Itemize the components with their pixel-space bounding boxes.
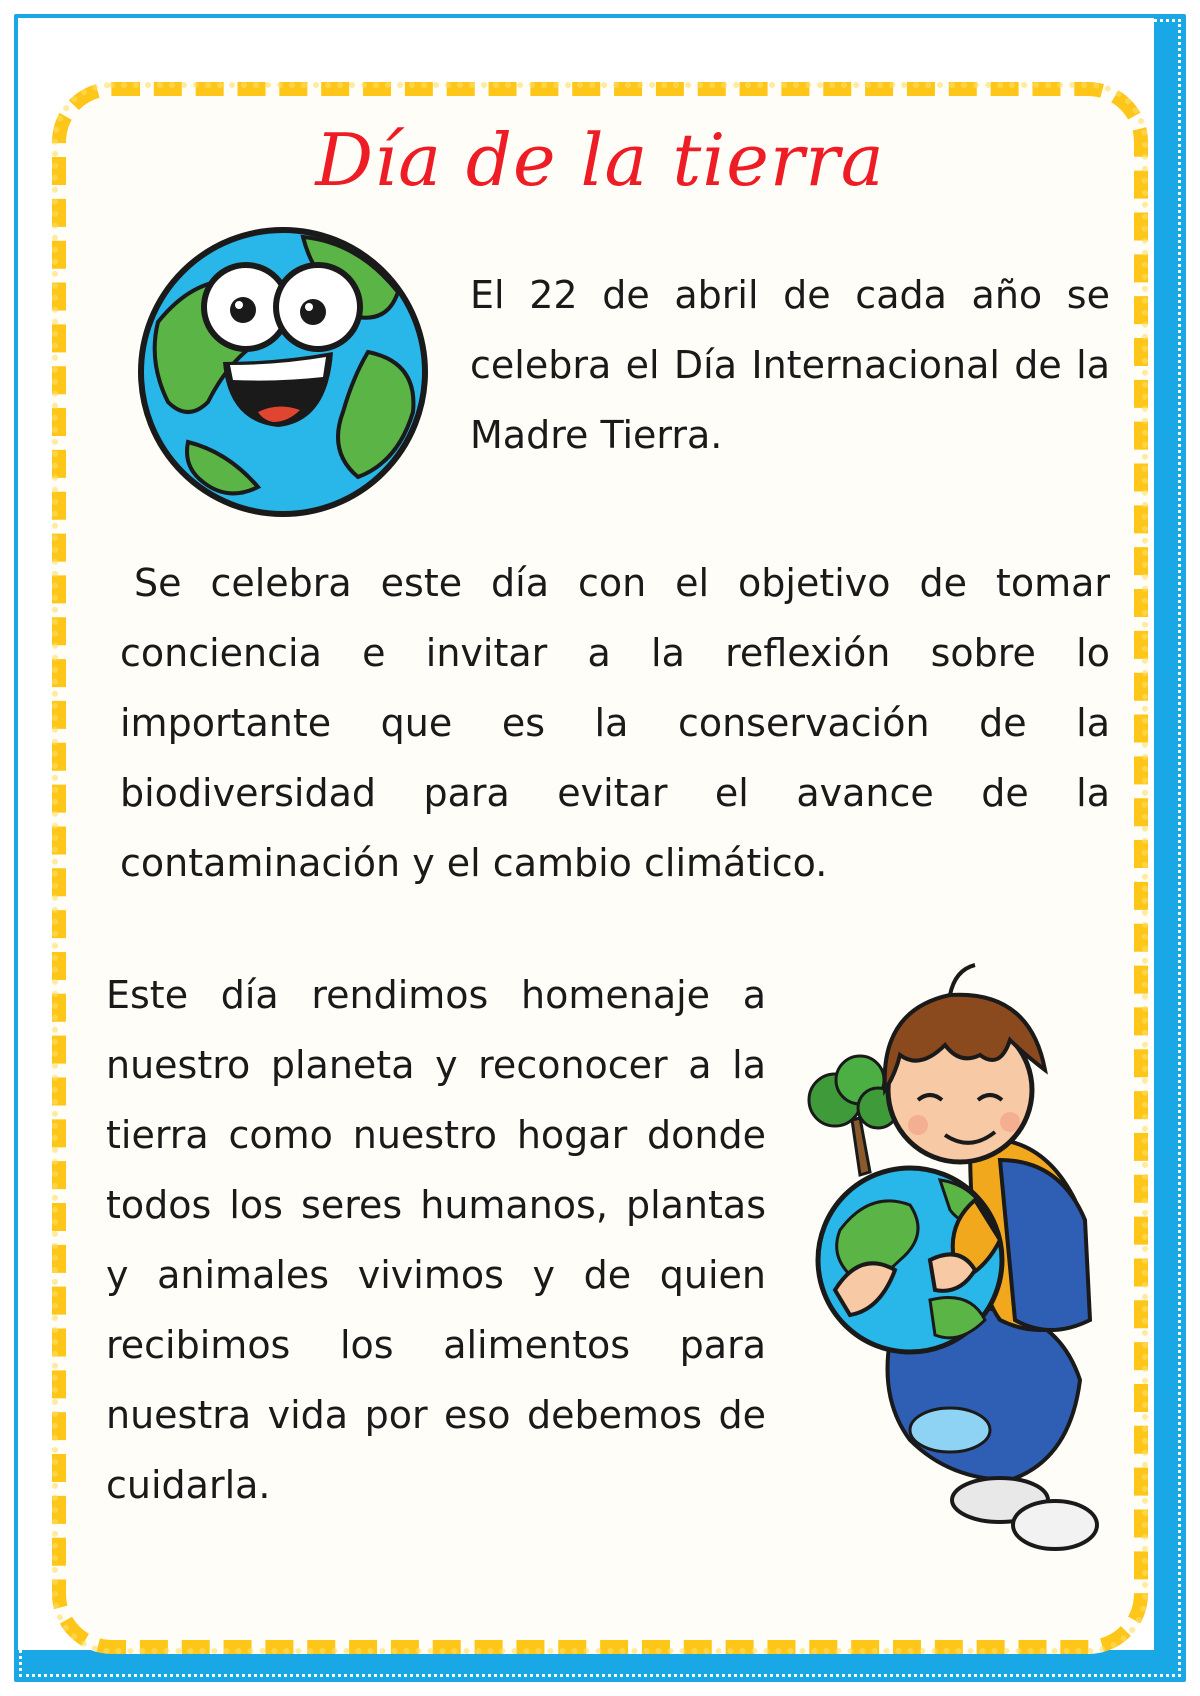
page-title: Día de la tierra bbox=[315, 118, 885, 202]
intro-paragraph: El 22 de abril de cada año se celebra el Día Internacional de la Madre Tierra. bbox=[470, 273, 1110, 457]
purpose-paragraph: Se celebra este día con el objetivo de tomar conciencia e invitar a la reflexión sobre lo importante que es la conservación de la biodiversidad para evitar el avance de la contaminación y el cambio climático. bbox=[120, 561, 1110, 885]
smiling-earth-icon bbox=[128, 212, 438, 522]
homage-paragraph: Este día rendimos homenaje a nuestro planeta y reconocer a la tierra como nuestro hogar donde todos los seres humanos, plantas y animales vivimos y de quien recibimos los alimentos para nuestra vida por eso debemos de cuidarla. bbox=[106, 973, 766, 1507]
boy-hugging-earth-icon bbox=[800, 960, 1130, 1560]
